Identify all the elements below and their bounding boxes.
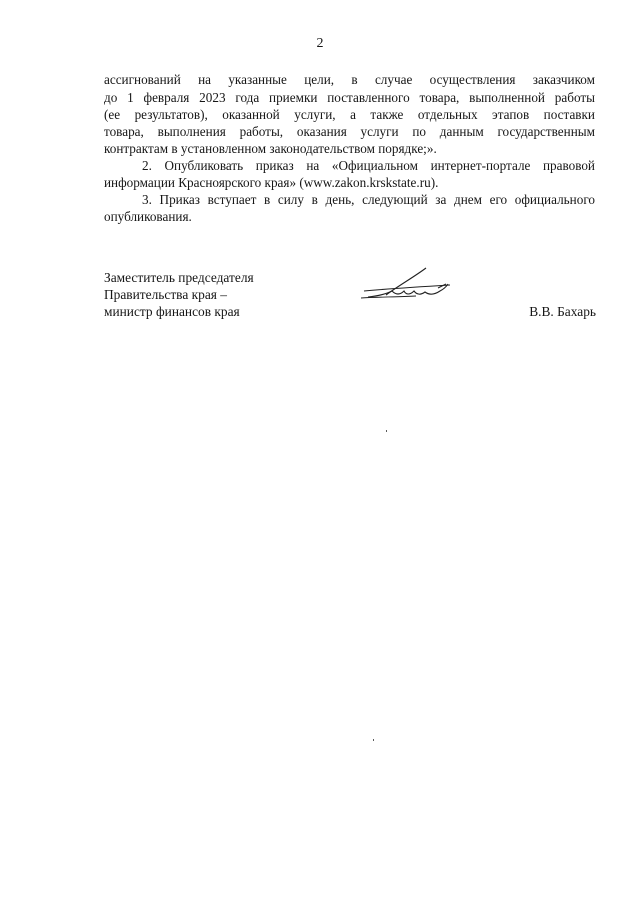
body-line-3: (ее результатов), оказанной услуги, а также отдельных этапов поставки bbox=[104, 107, 595, 122]
scan-speck bbox=[373, 739, 374, 741]
signatory-position-line-3: министр финансов края bbox=[104, 304, 240, 319]
signatory-position-line-1: Заместитель председателя bbox=[104, 270, 254, 285]
body-line-8: 3. Приказ вступает в силу в день, следующий за днем его официального bbox=[142, 192, 595, 207]
body-line-4: товара, выполнения работы, оказания услуги по данным государственным bbox=[104, 124, 595, 139]
body-line-5: контрактам в установленном законодательством порядке;». bbox=[104, 141, 437, 156]
body-line-7: информации Красноярского края» (www.zakon.krskstate.ru). bbox=[104, 175, 439, 190]
signatory-position-line-2: Правительства края – bbox=[104, 287, 227, 302]
signer-name: В.В. Бахарь bbox=[529, 304, 596, 319]
handwritten-signature-icon bbox=[356, 264, 456, 306]
body-line-2: до 1 февраля 2023 года приемки поставленного товара, выполненной работы bbox=[104, 90, 595, 105]
body-line-9: опубликования. bbox=[104, 209, 192, 224]
body-line-6: 2. Опубликовать приказ на «Официальном интернет-портале правовой bbox=[142, 158, 595, 173]
page-number: 2 bbox=[316, 36, 324, 51]
scan-speck bbox=[386, 430, 387, 432]
body-line-1: ассигнований на указанные цели, в случае осуществления заказчиком bbox=[104, 72, 595, 87]
